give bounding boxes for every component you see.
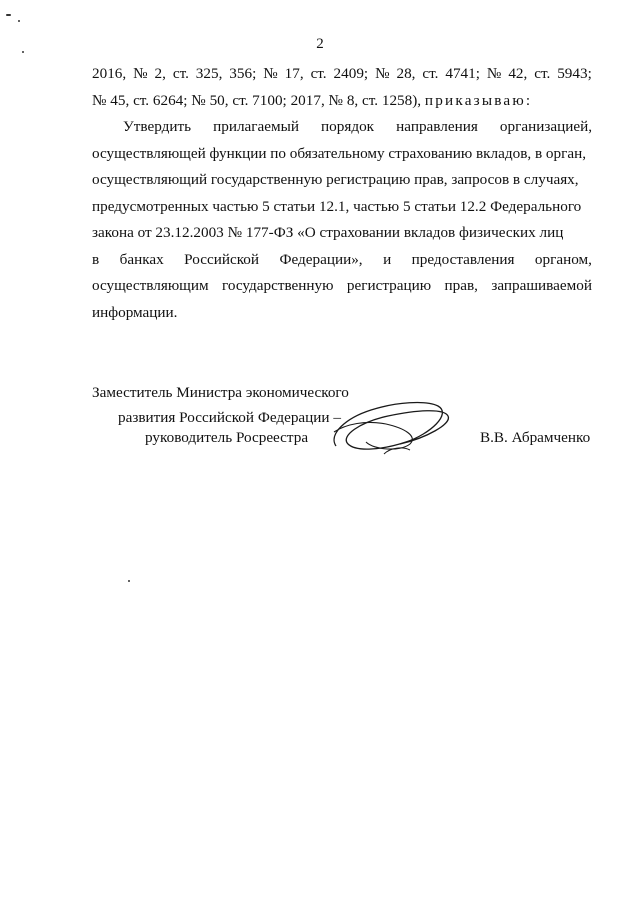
text-line bbox=[92, 194, 592, 221]
word: государственную bbox=[222, 277, 334, 294]
word: 42, bbox=[508, 65, 528, 82]
word: порядок bbox=[321, 118, 375, 135]
text-line bbox=[92, 114, 592, 141]
signer-position-line1: Заместитель Министра экономического bbox=[92, 384, 349, 401]
word: 2016, bbox=[92, 65, 127, 82]
signer-position-line3: руководитель Росреестра bbox=[145, 429, 309, 446]
word: № bbox=[133, 65, 148, 82]
word: 28, bbox=[396, 65, 416, 82]
scan-speck bbox=[6, 14, 11, 16]
word: органом, bbox=[534, 250, 592, 268]
citation-text: № 45, ст. 6264; № 50, ст. 7100; 2017, № 8, ст. 1258), bbox=[92, 91, 422, 109]
text-line bbox=[92, 61, 592, 88]
text-line bbox=[92, 300, 592, 327]
word: закона от 23.12.2003 № 177-ФЗ «О страховании вкладов физических лиц bbox=[92, 224, 564, 241]
text-line bbox=[92, 167, 592, 194]
text-line bbox=[92, 273, 592, 300]
word: регистрацию bbox=[346, 277, 432, 294]
word: 356; bbox=[229, 65, 257, 82]
signer-position-line2: развития Российской Федерации – bbox=[118, 409, 341, 426]
word: 4741; bbox=[445, 65, 480, 82]
word: Российской bbox=[184, 250, 260, 268]
text-line bbox=[92, 141, 592, 168]
word: предоставления bbox=[411, 250, 515, 268]
word: организацией, bbox=[499, 118, 592, 135]
word: № bbox=[263, 65, 278, 82]
scan-speck bbox=[18, 20, 20, 22]
text-line bbox=[92, 220, 592, 247]
word: и bbox=[383, 250, 392, 268]
word: ст. bbox=[422, 65, 439, 82]
word: № bbox=[486, 65, 502, 82]
word: 2409; bbox=[333, 65, 369, 82]
word: Федерации», bbox=[279, 250, 363, 268]
word: запрашиваемой bbox=[491, 277, 592, 294]
word: № bbox=[375, 65, 390, 82]
word: 325, bbox=[195, 65, 223, 82]
word: 17, bbox=[284, 65, 304, 82]
order-keyword: приказываю: bbox=[424, 91, 533, 109]
word: осуществляющий государственную регистрацию прав, запросов в случаях, bbox=[92, 171, 579, 188]
word: осуществляющей функции по обязательному страхованию вкладов, в орган, bbox=[92, 144, 587, 162]
word: осуществляющим bbox=[92, 277, 209, 294]
word: направления bbox=[396, 118, 478, 135]
handwritten-signature bbox=[326, 394, 456, 460]
word: ст. bbox=[310, 65, 327, 82]
word: прав, bbox=[444, 277, 478, 294]
page-number: 2 bbox=[316, 36, 324, 52]
word: 5943; bbox=[557, 65, 592, 82]
word: банках bbox=[119, 250, 164, 268]
word: Утвердить bbox=[123, 118, 192, 135]
signer-name: В.В. Абрамченко bbox=[480, 429, 591, 446]
word: предусмотренных частью 5 статьи 12.1, частью 5 статьи 12.2 Федерального bbox=[92, 197, 582, 215]
paragraph-last-line: информации. bbox=[92, 303, 178, 321]
word: прилагаемый bbox=[213, 118, 299, 135]
word: ст. bbox=[534, 65, 551, 82]
order-paragraph bbox=[92, 114, 592, 300]
order-text bbox=[92, 61, 592, 326]
text-line bbox=[92, 88, 592, 115]
text-line bbox=[92, 247, 592, 274]
word: в bbox=[92, 250, 100, 268]
word: 2, bbox=[154, 65, 166, 82]
scan-speck bbox=[128, 580, 130, 582]
word: ст. bbox=[172, 65, 189, 82]
